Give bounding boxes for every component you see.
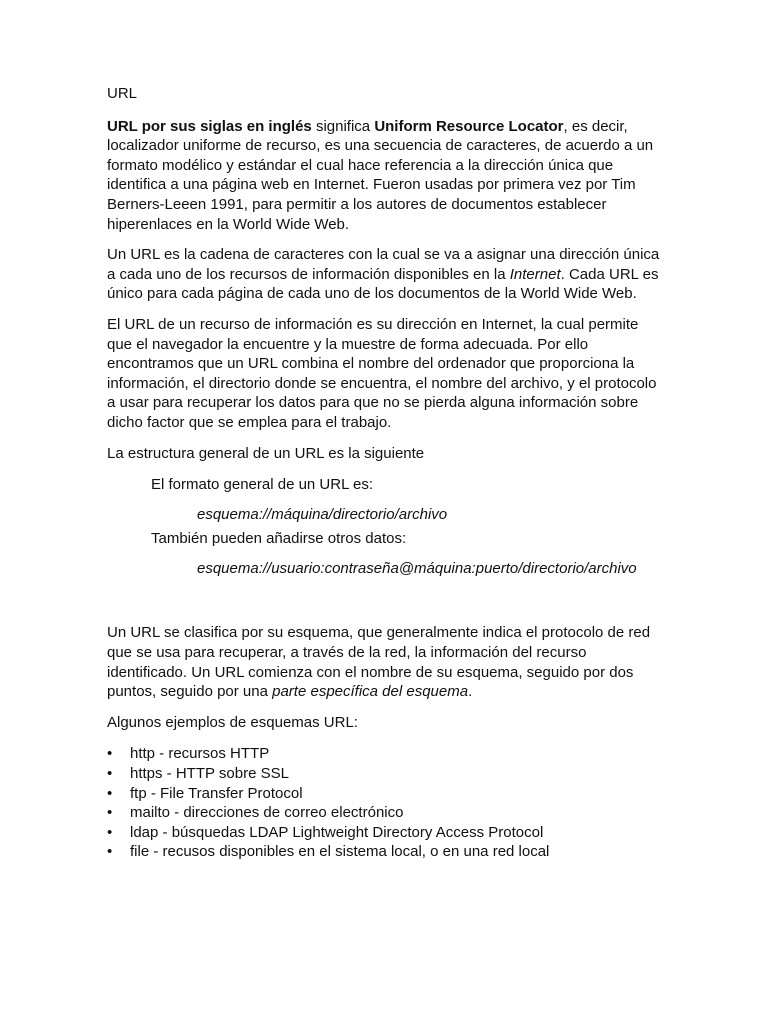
extra-example: esquema://usuario:contraseña@máquina:puerto/directorio/archivo [197, 559, 637, 577]
list-item-text: file - recusos disponibles en el sistema local, o en una red local [130, 843, 550, 861]
list-item-text: mailto - direcciones de correo electrónico [130, 804, 404, 822]
scheme-list-intro: Algunos ejemplos de esquemas URL: [107, 713, 358, 731]
italic-phrase-scheme-part: parte específica del esquema [272, 683, 469, 701]
paragraph-text: , es decir, localizador uniforme de recurso, es una secuencia de caracteres, de acuerdo a un formato modélico y estándar el cual hace referencia a la dirección única que identifica a una página web en Internet. Fueron usadas por primera vez por Tim Berners-Leeen 1991, para permitir a los autores de documentos establecer hiperenlaces en la World Wide Web. [107, 117, 654, 233]
list-item [107, 823, 667, 843]
bullet-icon: • [107, 823, 113, 841]
list-item-text: ftp - File Transfer Protocol [130, 784, 303, 802]
list-item [107, 744, 667, 764]
bullet-icon: • [107, 804, 113, 822]
bullet-icon: • [107, 784, 113, 802]
extra-label: También pueden añadirse otros datos: [151, 530, 407, 548]
list-item [107, 784, 667, 804]
paragraph-text: Un URL se clasifica por su esquema, que generalmente indica el protocolo de red que se usa para recuperar, a través de la red, la información del recurso identificado. Un URL comienza con el nombre de su esquema, seguido por dos puntos, seguido por una [107, 624, 651, 701]
list-item [107, 803, 667, 823]
bold-phrase-siglas: URL por sus siglas en inglés [107, 117, 312, 135]
paragraph-text: Un URL es la cadena de caracteres con la cual se va a asignar una dirección única a cada uno de los recursos de información disponibles en la [107, 246, 660, 283]
bullet-icon: • [107, 745, 113, 763]
bullet-icon: • [107, 843, 113, 861]
list-item-text: ldap - búsquedas LDAP Lightweight Directory Access Protocol [130, 823, 544, 841]
list-item [107, 764, 667, 784]
format-example: esquema://máquina/directorio/archivo [197, 505, 448, 523]
paragraph-text: significa [311, 117, 375, 135]
bullet-icon: • [107, 765, 113, 783]
list-item [107, 842, 667, 862]
paragraph-definition [107, 117, 667, 235]
format-label: El formato general de un URL es: [151, 476, 374, 494]
paragraph-scheme [107, 623, 667, 701]
document-title: URL [107, 85, 138, 102]
paragraph-text: . [468, 683, 473, 701]
paragraph-url-resource: El URL de un recurso de información es su dirección en Internet, la cual permite que el navegador la encuentre y la muestre de forma adecuada. Por ello encontramos que un URL combina el nombre del ordenador que proporciona la información, el directorio donde se encuentra, el nombre del archivo, y el protocolo a usar para recuperar los datos para que no se pierda alguna información sobre dicho factor que se emplea para el trabajo. [107, 315, 657, 431]
scheme-list [107, 744, 667, 862]
paragraph-url-string [107, 245, 667, 304]
list-item-text: https - HTTP sobre SSL [130, 765, 289, 783]
list-item-text: http - recursos HTTP [130, 745, 270, 763]
bold-phrase-uniform-resource-locator: Uniform Resource Locator [374, 117, 564, 135]
document-page [107, 84, 667, 862]
paragraph-structure-intro: La estructura general de un URL es la siguiente [107, 444, 425, 462]
paragraph-text: . Cada URL es único para cada página de cada uno de los documentos de la World Wide Web. [107, 265, 659, 303]
italic-word-internet: Internet [509, 265, 561, 283]
